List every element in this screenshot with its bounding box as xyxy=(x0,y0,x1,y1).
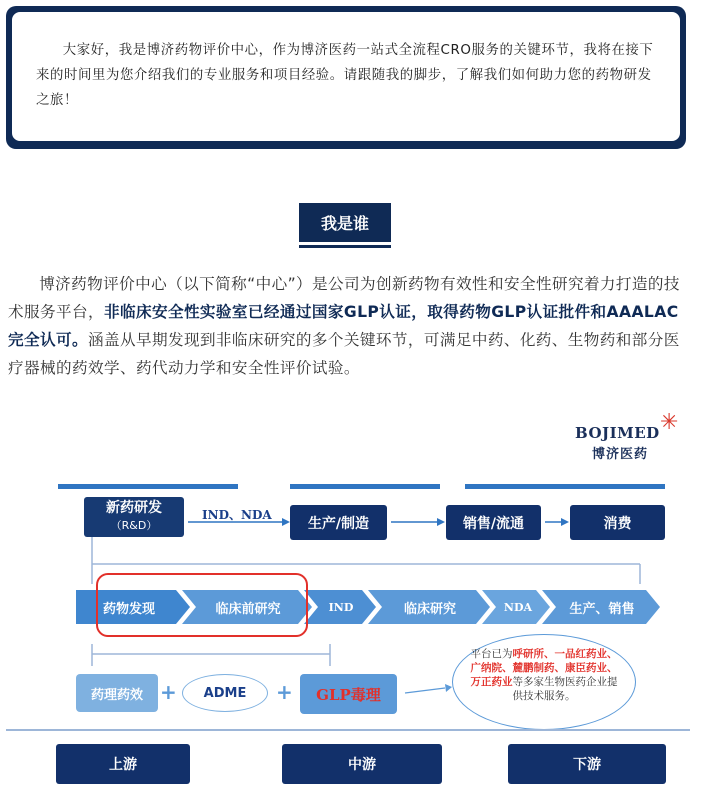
paragraph-part-1: 博济药物评价中心（以下简称“中心”）是公司为创新药物有效性和安全性研究着力打造的技术服务平台， xyxy=(8,275,680,321)
ind-nda-label: IND、NDA xyxy=(202,508,272,522)
platform-clients: 呼研所、一品红药业、广纳院、麓鹏制药、康臣药业、万正药业 xyxy=(470,648,618,688)
highlight-frame xyxy=(96,573,308,637)
sales-box: 销售/流通 xyxy=(446,505,541,540)
adme-chip: ADME xyxy=(182,674,268,712)
plus-icon: + xyxy=(160,680,177,704)
logo-en: BOJIMED xyxy=(575,424,660,442)
band-ind: IND xyxy=(328,600,354,614)
band-nda: NDA xyxy=(503,600,533,614)
platform-suffix: 等多家生物医药企业提供技术服务。 xyxy=(512,676,618,702)
consume-box: 消费 xyxy=(570,505,665,540)
rd-sub-label: （R&D） xyxy=(110,519,158,532)
band-production-sales: 生产、销售 xyxy=(569,601,635,617)
band-preclinical: 临床前研究 xyxy=(215,601,281,617)
stage-divider xyxy=(6,729,690,731)
intro-paragraph xyxy=(8,270,692,382)
stage-downstream: 下游 xyxy=(508,744,666,784)
rd-label: 新药研发 xyxy=(106,500,162,516)
stage-upstream: 上游 xyxy=(56,744,190,784)
band-clinical: 临床研究 xyxy=(403,601,456,617)
platform-clients-oval xyxy=(452,634,636,730)
plus-icon: + xyxy=(276,680,293,704)
intro-text: 大家好，我是博济药物评价中心，作为博济医药一站式全流程CRO服务的关键环节，我将在接下来的时间里为您介绍我们的专业服务和项目经验。请跟随我的脚步，了解我们如何助力您的药物研发之旅！ xyxy=(36,43,654,108)
section-heading: 我是谁 xyxy=(299,203,391,242)
manufacture-box: 生产/制造 xyxy=(290,505,387,540)
pharmacology-chip: 药理药效 xyxy=(76,674,158,712)
glp-chip: GLP毒理 xyxy=(300,674,397,714)
intro-card xyxy=(11,11,681,142)
stage-midstream: 中游 xyxy=(282,744,442,784)
paragraph-highlight: 非临床安全性实验室已经通过国家GLP认证，取得药物GLP认证批件和AAALAC完全认可。 xyxy=(8,303,679,349)
logo-cn: 博济医药 xyxy=(592,447,649,462)
section-heading-underline xyxy=(299,245,391,248)
platform-prefix: 平台已为 xyxy=(470,648,513,660)
band-discovery: 药物发现 xyxy=(102,601,155,617)
paragraph-part-2: 涵盖从早期发现到非临床研究的多个关键环节，可满足中药、化药、生物药和部分医疗器械的药效学、药代动力学和安全性评价试验。 xyxy=(8,331,680,377)
logo-star-icon: ✳ xyxy=(660,410,679,435)
industry-chain-diagram xyxy=(0,404,701,812)
